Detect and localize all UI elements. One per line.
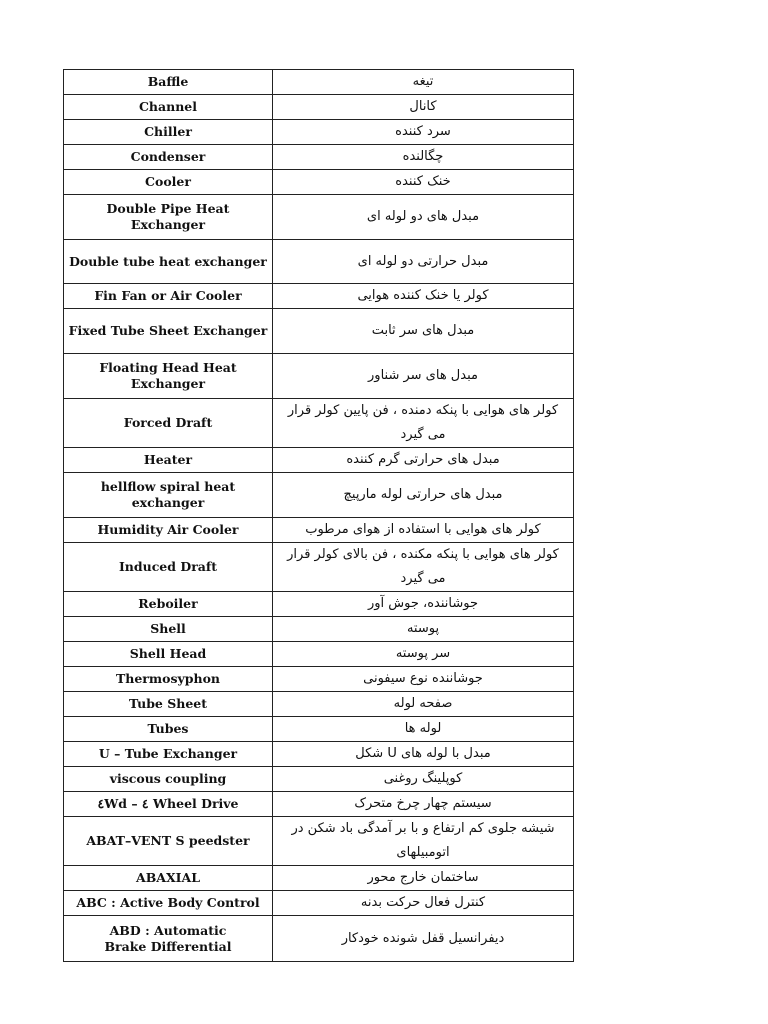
persian-translation: صفحه لوله (273, 692, 574, 717)
persian-translation: شیشه جلوی کم ارتفاع و با بر آمدگی باد شکن در اتومبیلهای (273, 817, 574, 866)
glossary-row (64, 543, 574, 592)
english-term-line: Induced Draft (118, 559, 218, 574)
glossary-row (64, 592, 574, 617)
english-term (64, 473, 273, 518)
persian-translation: تیغه (273, 70, 574, 95)
english-term-line: Heater (143, 452, 193, 467)
glossary-row (64, 617, 574, 642)
glossary-row (64, 518, 574, 543)
glossary-row (64, 284, 574, 309)
persian-translation: سیستم چهار چرخ متحرک (273, 792, 574, 817)
english-term-line: Double tube heat exchanger (69, 253, 267, 269)
english-term-line: Cooler (145, 174, 191, 189)
glossary-row (64, 767, 574, 792)
english-term (64, 518, 273, 543)
english-term-line: ABAXIAL (136, 870, 200, 885)
english-term-line: Shell (150, 621, 186, 636)
english-term-line: U – Tube Exchanger (98, 746, 238, 761)
persian-translation: مبدل های سر شناور (273, 354, 574, 399)
english-term (64, 742, 273, 767)
english-term (64, 170, 273, 195)
persian-translation: مبدل های دو لوله ای (273, 195, 574, 240)
persian-translation: مبدل با لوله های U شکل (273, 742, 574, 767)
english-term (64, 70, 273, 95)
glossary-table (63, 69, 574, 962)
persian-translation: سر پوسته (273, 642, 574, 667)
glossary-row (64, 95, 574, 120)
glossary-row (64, 195, 574, 240)
english-term-line: Shell Head (129, 646, 207, 661)
persian-translation: چگالنده (273, 145, 574, 170)
glossary-row (64, 717, 574, 742)
glossary-row (64, 448, 574, 473)
persian-translation: کولر های هوایی با پنکه مکنده ، فن بالای کولر قرار می گیرد (273, 543, 574, 592)
glossary-row (64, 642, 574, 667)
english-term (64, 309, 273, 354)
english-term-line: Tubes (147, 721, 189, 736)
english-term-line: Baffle (147, 74, 189, 89)
english-term-line: Chiller (144, 124, 192, 139)
glossary-row (64, 473, 574, 518)
english-term-line: Forced Draft (123, 415, 213, 430)
persian-translation: کنترل فعال حرکت بدنه (273, 891, 574, 916)
persian-translation: خنک کننده (273, 170, 574, 195)
english-term (64, 717, 273, 742)
persian-translation: پوسته (273, 617, 574, 642)
english-term-line: Reboiler (138, 596, 198, 611)
english-term-line: Fin Fan or Air Cooler (94, 288, 242, 303)
english-term-line: Floating Head Heat Exchanger (99, 360, 237, 391)
persian-translation: دیفرانسیل قفل شونده خودکار (273, 916, 574, 962)
glossary-row (64, 170, 574, 195)
persian-translation: ساختمان خارج محور (273, 866, 574, 891)
glossary-row (64, 817, 574, 866)
english-term-line: ٤Wd – ٤ Wheel Drive (97, 796, 239, 811)
glossary-row (64, 70, 574, 95)
english-term-line: Humidity Air Cooler (97, 522, 239, 537)
persian-translation: سرد کننده (273, 120, 574, 145)
persian-translation: مبدل حرارتی دو لوله ای (273, 240, 574, 284)
english-term (64, 543, 273, 592)
persian-translation: کولر های هوایی با استفاده از هوای مرطوب (273, 518, 574, 543)
english-term (64, 642, 273, 667)
english-term-line: Thermosyphon (115, 671, 221, 686)
english-term (64, 891, 273, 916)
persian-translation: مبدل های حرارتی لوله مارپیچ (273, 473, 574, 518)
english-term (64, 866, 273, 891)
glossary-row (64, 354, 574, 399)
glossary-row (64, 309, 574, 354)
english-term (64, 354, 273, 399)
glossary-row (64, 792, 574, 817)
glossary-row (64, 891, 574, 916)
english-term (64, 399, 273, 448)
english-term (64, 817, 273, 866)
english-term (64, 95, 273, 120)
persian-translation: کوپلینگ روغنی (273, 767, 574, 792)
english-term (64, 448, 273, 473)
persian-translation: جوشاننده نوع سیفونی (273, 667, 574, 692)
english-term (64, 617, 273, 642)
english-term-line: Condenser (130, 149, 206, 164)
glossary-row (64, 866, 574, 891)
persian-translation: لوله ها (273, 717, 574, 742)
glossary-row (64, 667, 574, 692)
english-term (64, 145, 273, 170)
glossary-row (64, 240, 574, 284)
english-term-line: ABAT–VENT S peedster (86, 833, 250, 848)
english-term (64, 195, 273, 240)
glossary-row (64, 120, 574, 145)
glossary-row (64, 742, 574, 767)
english-term (64, 916, 273, 962)
english-term-line: ABC : Active Body Control (76, 895, 260, 910)
glossary-row (64, 399, 574, 448)
english-term-line: Double Pipe Heat Exchanger (106, 201, 230, 232)
english-term-line: viscous coupling (109, 771, 227, 786)
english-term (64, 792, 273, 817)
english-term-line: ABD : Automatic (109, 922, 227, 938)
glossary-row (64, 145, 574, 170)
persian-translation: مبدل های سر ثابت (273, 309, 574, 354)
persian-translation: کانال (273, 95, 574, 120)
english-term-line: Channel (138, 99, 197, 114)
english-term (64, 240, 273, 284)
glossary-body (64, 70, 574, 962)
english-term (64, 592, 273, 617)
english-term (64, 767, 273, 792)
english-term (64, 667, 273, 692)
glossary-row (64, 916, 574, 962)
english-term-line: Brake Differential (104, 938, 232, 954)
glossary-row (64, 692, 574, 717)
persian-translation: جوشاننده، جوش آور (273, 592, 574, 617)
english-term-line: hellflow spiral heat exchanger (100, 479, 236, 510)
english-term (64, 692, 273, 717)
english-term (64, 284, 273, 309)
persian-translation: کولر یا خنک کننده هوایی (273, 284, 574, 309)
english-term-line: Fixed Tube Sheet Exchanger (68, 323, 268, 338)
english-term (64, 120, 273, 145)
english-term-line: Tube Sheet (128, 696, 208, 711)
persian-translation: کولر های هوایی با پنکه دمنده ، فن پایین کولر قرار می گیرد (273, 399, 574, 448)
persian-translation: مبدل های حرارتی گرم کننده (273, 448, 574, 473)
